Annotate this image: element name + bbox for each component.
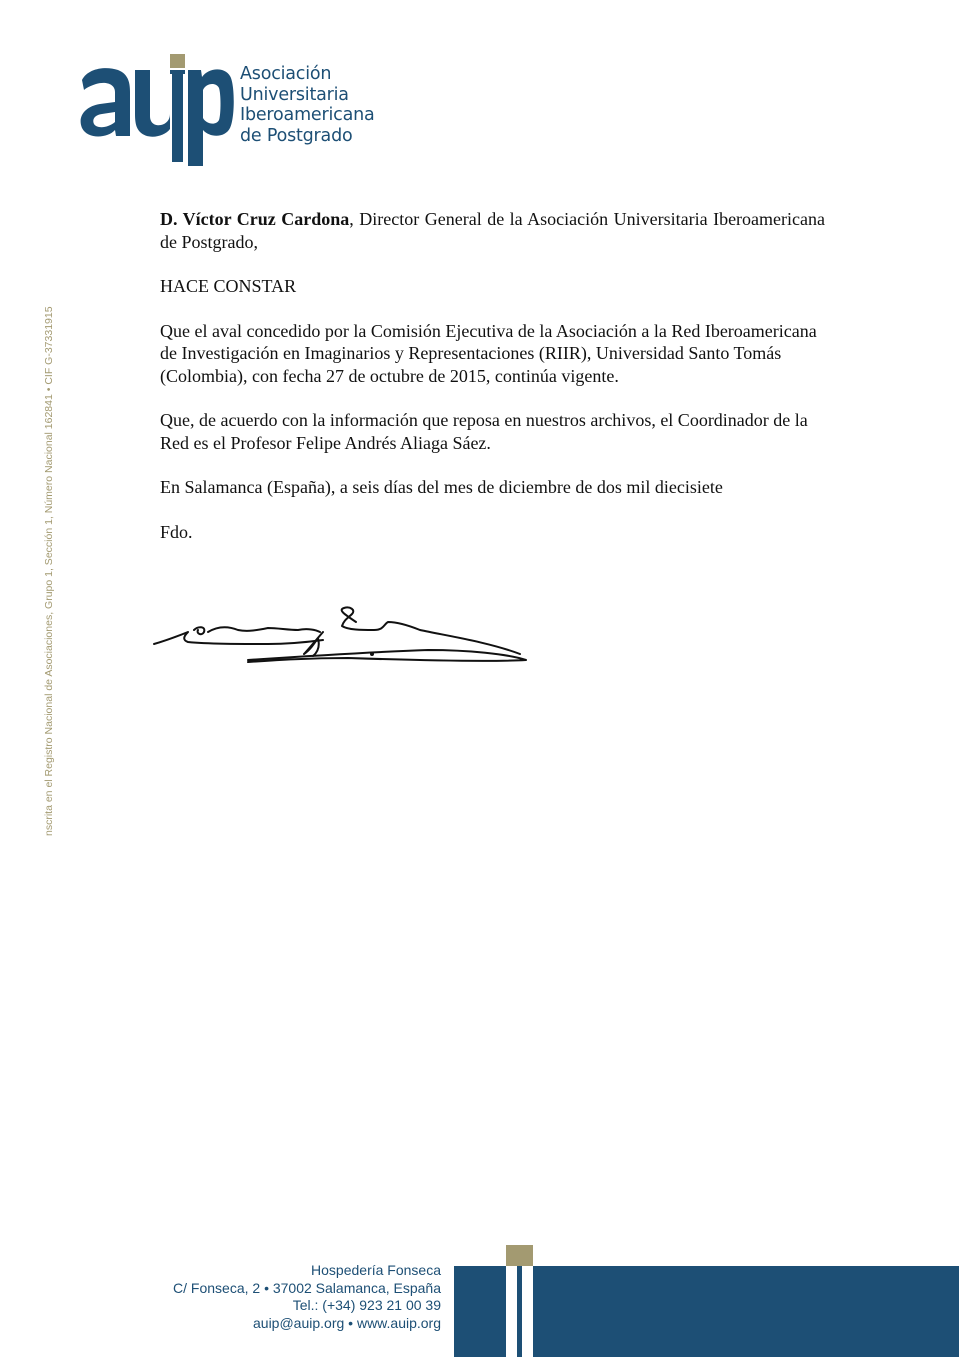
footer-venue: Hospedería Fonseca	[311, 1262, 441, 1278]
letter-heading: HACE CONSTAR	[160, 276, 297, 296]
auip-logo	[78, 52, 398, 167]
letter-paragraph: Que el aval concedido por la Comisión Ejecutiva de la Asociación a la Red Iberoamericana de Investigación en Imaginarios y Representaciones (RIIR), Universidad Santo Tomás (Colombia), con fecha 27 de octubre de 2015, continúa vigente.	[160, 320, 817, 386]
registration-note: nscrita en el Registro Nacional de Asociaciones, Grupo 1, Sección 1, Número Nacional 162841 • CIF G-37331915	[43, 306, 55, 836]
auip-logo-mark	[78, 52, 238, 167]
logo-line: de Postgrado	[240, 125, 353, 146]
footer-accent-square	[506, 1245, 533, 1266]
signatory-role: , Director General de la Asociación Universitaria Iberoamericana de Postgrado,	[160, 209, 825, 252]
handwritten-signature	[148, 600, 538, 670]
footer-contact	[150, 1262, 441, 1332]
footer-address: C/ Fonseca, 2 • 37002 Salamanca, España	[173, 1279, 441, 1296]
letter-body	[160, 208, 825, 565]
logo-letter-p	[188, 69, 234, 166]
logo-line: Asociación	[240, 64, 332, 84]
logo-letter-a	[81, 68, 130, 136]
footer-web: auip@auip.org • www.auip.org	[253, 1314, 441, 1331]
footer-phone: Tel.: (+34) 923 21 00 39	[292, 1297, 441, 1313]
logo-accent-square	[170, 54, 185, 68]
signatory-name: D. Víctor Cruz Cardona	[160, 209, 350, 229]
letter-intro	[160, 208, 825, 253]
letter-sign-off: Fdo.	[160, 521, 193, 542]
logo-organization-name	[240, 64, 375, 146]
logo-line: Iberoamericana	[240, 105, 375, 125]
letter-paragraph: Que, de acuerdo con la información que reposa en nuestros archivos, el Coordinador de la Red es el Profesor Felipe Andrés Aliaga Sáez.	[160, 410, 808, 453]
footer-vertical-line	[517, 1266, 522, 1357]
logo-line: Universitaria	[240, 84, 349, 105]
letter-place-date: En Salamanca (España), a seis días del mes de diciembre de dos mil diecisiete	[160, 477, 723, 497]
